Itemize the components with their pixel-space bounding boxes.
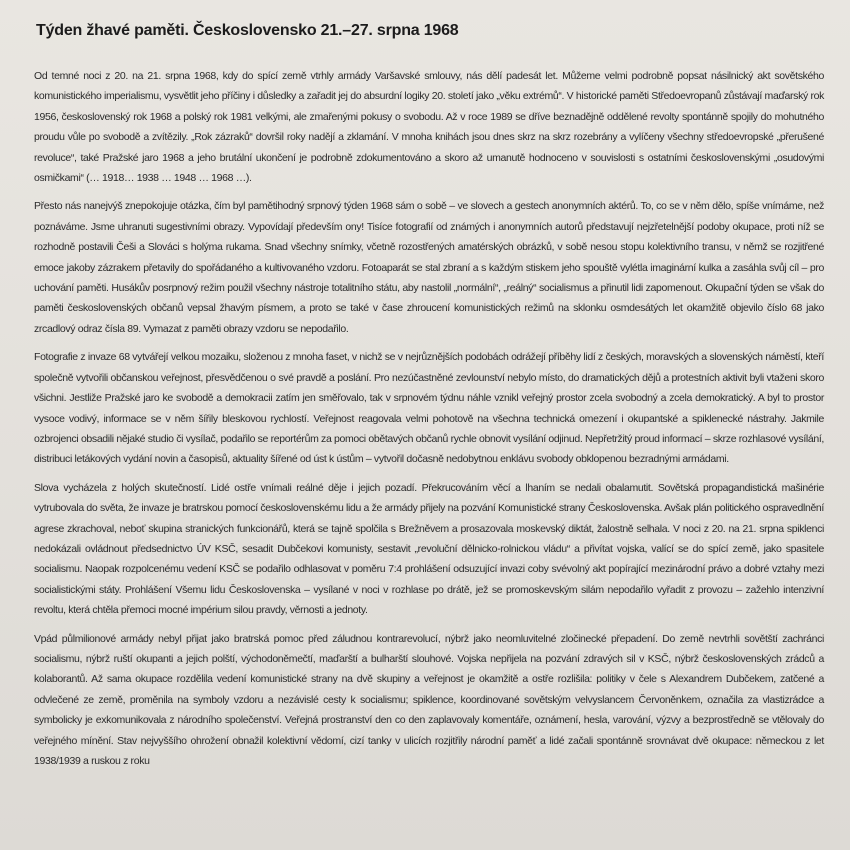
paragraph: Slova vycházela z holých skutečností. Lidé ostře vnímali reálné děje i jejich pozadí. Překrucováním věcí a lhaním se nedali obalamutit. Sovětská propagandistická mašinérie vytrubovala do světa, že invaze je bratrskou pomocí československému lidu a že armády přijely na pozvání Komunistické strany Československa. Avšak plán politického ospravedlnění agrese zkrachoval, neboť skupina stranických funkcionářů, která se tajně spolčila s Brežněvem a prosazovala moskevský diktát, žalostně selhala. V noci z 20. na 21. srpna spiklenci nedokázali ovládnout předsednictvo ÚV KSČ, sesadit Dubčekovi komunisty, sestavit „revoluční dělnicko-rolnickou vládu“ a přivítat vojska, valící se do spící země, jako spasitele socialismu. Naopak rozpolcenému vedení KSČ se podařilo odhlasovat v poměru 7:4 prohlášení odsuzující invazi coby svévolný akt popírající mezinárodní právo a dobré vztahy mezi socialistickými státy. Prohlášení Všemu lidu Československa – vysílané v noci v rozhlase po drátě, jež se promoskevským silám nepodařilo vyřadit z provozu – zažehlo intenzivní revoltu, která chtěla přemoci mocné impérium silou pravdy, věrnosti a jednoty. xyxy=(34,481,824,617)
paragraph: Od temné noci z 20. na 21. srpna 1968, kdy do spící země vtrhly armády Varšavské smlouvy, nás dělí padesát let. Můžeme velmi podrobně popsat násilnický akt sovětského komunistického imperialismu, vysvětlit jeho příčiny i důsledky a zařadit jej do absurdní logiky 20. století jako „věku extrémů“. V historické paměti Středoevropanů zůstávají maďarský rok 1956, československý rok 1968 a polský rok 1981 velkými, ale zmařenými pokusy o svobodu. Až v roce 1989 se dříve beznadějně oddělené revolty spontánně spojily do mohutného proudu vůle po svobodě a zvítězily. „Rok zázraků“ dovršil roky nadějí a zklamání. V mnoha knihách jsou dnes skrz na skrz rozebrány a vylíčeny všechny středoevropské „přerušené revoluce“, také Pražské jaro 1968 a jeho brutální ukončení je podrobně zdokumentováno a skoro až umanutě hodnoceno v souvislosti s ostatními československými „osudovými osmičkami“ (… 1918… 1938 … 1948 … 1968 …). xyxy=(34,70,824,185)
page-title: Týden žhavé paměti. Československo 21.–27. srpna 1968 xyxy=(36,22,459,39)
article-body xyxy=(34,66,824,779)
paragraph: Fotografie z invaze 68 vytvářejí velkou mozaiku, složenou z mnoha faset, v nichž se v nejrůznějších podobách odrážejí příběhy lidí z českých, moravských a slovenských náměstí, kteří společně vytvořili občanskou veřejnost, přesvědčenou o své pravdě a poslání. Pro nezúčastněné zevlounství nebylo místo, do dramatických dějů a protestních aktivit byli vtaženi skoro všichni. Jestliže Pražské jaro ke svobodě a demokracii zatím jen směřovalo, tak v srpnovém týdnu náhle vznikl veřejný prostor zcela svobodný a zcela demokratický. A byl to prostor vysoce vodivý, informace se v něm šířily bleskovou rychlostí. Veřejnost reagovala velmi pohotově na všechna technická omezení i okupantské a spiklenecké nástrahy. Jakmile ozbrojenci obsadili nějaké studio či vysílač, podařilo se reportérům za pomoci obětavých občanů rychle obnovit vysílání odjinud. Nepřetržitý proud informací – skrze rozhlasové vysílání, distribuci letákových vydání novin a časopisů, aktuality šířené od úst k ústům – vytvořil dočasně nedobytnou enklávu svobody obklopenou bezradnými armádami. xyxy=(34,351,824,466)
paragraph: Přesto nás nanejvýš znepokojuje otázka, čím byl pamětihodný srpnový týden 1968 sám o sobě – ve slovech a gestech anonymních aktérů. To, co se v něm dělo, spíše vnímáme, než poznáváme. Jsme uhranuti sugestivními obrazy. Vypovídají především ony! Tisíce fotografií od známých i anonymních autorů představují nejzřetelnější podoby okupace, proti níž se rozhodně postavili Češi a Slováci s holýma rukama. Snad všechny snímky, včetně rozostřených amatérských obrázků, v sobě nesou stopu kolektivního transu, v němž se rozjitřené emoce jakoby zázrakem přetavily do spořádaného a kultivovaného vzdoru. Fotoaparát se stal zbraní a s každým stiskem jeho spouště vylétla imaginární kulka a zasáhla svůj cíl – pro uchování paměti. Husákův posrpnový režim použil všechny nástroje totalitního státu, aby nastolil „normální“, „reálný“ socialismus a přinutil lidi zapomenout. Okupační týden se však do paměti československých občanů vepsal žhavým písmem, a proto se také v čase zhroucení komunistických režimů na sklonku osmdesátých let okamžitě objevilo číslo 68 jako zrcadlový odraz čísla 89. Vymazat z paměti obrazy vzdoru se nepodařilo. xyxy=(34,200,824,335)
paragraph: Vpád půlmilionové armády nebyl přijat jako bratrská pomoc před záludnou kontrarevolucí, nýbrž jako neomluvitelné zločinecké přepadení. Do země nevtrhli sovětští zachránci socialismu, nýbrž ruští okupanti a jejich polští, východoněmečtí, maďarští a bulharští slouhové. Vojska nepřijela na pozvání zdravých sil v KSČ, nýbrž československých zrádců a kolaborantů. Až sama okupace rozdělila vedení komunistické strany na dvě skupiny a veřejnost je okamžitě a ostře rozlišila: politiky v čele s Alexandrem Dubčekem, zatčené a odvlečené ze země, proměnila na symboly vzdoru a nezávislé cesty k socialismu; spiklence, koordinované sovětským velvyslancem Červoněnkem, označila za vlastizrádce a symbolicky je exkomunikovala z národního společenství. Veřejná prostranství den co den zaplavovaly komentáře, oznámení, hesla, varování, výzvy a bezprostředně se vtělovaly do veřejného mínění. Stav nejvyššího ohrožení obnažil kolektivní vědomí, cizí tanky v ulicích rozjitřily národní paměť a lidé začali spontánně srovnávat dvě okupace: německou z let 1938/1939 a ruskou z roku xyxy=(34,632,824,767)
